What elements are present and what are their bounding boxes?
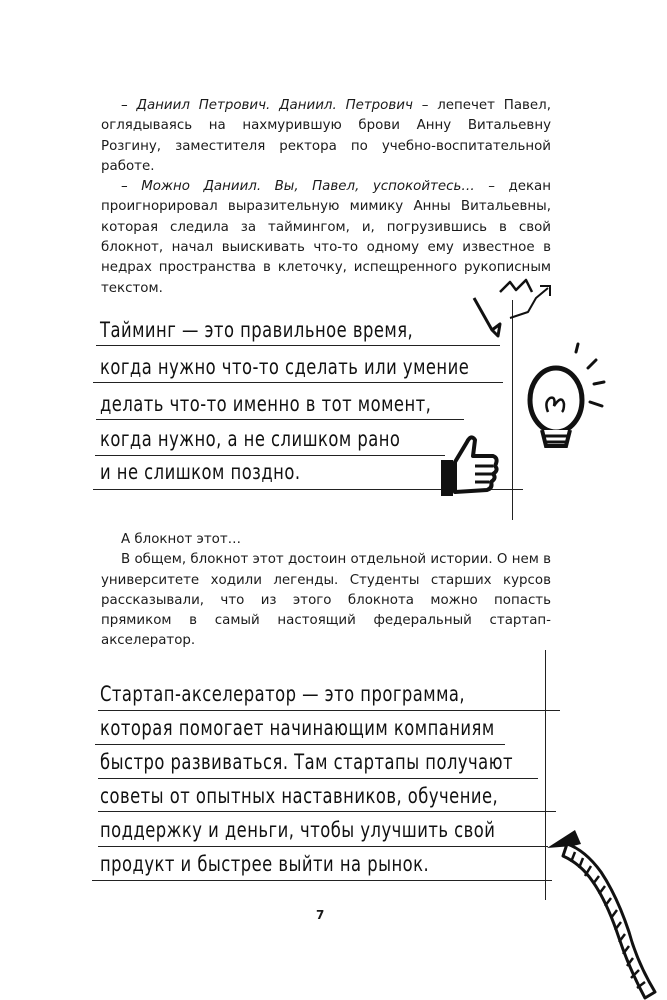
prose-top (101, 96, 551, 299)
page-number: 7 (316, 908, 325, 922)
note-rule (93, 382, 503, 383)
note-line: когда нужно, а не слишком рано (100, 427, 401, 451)
note-rule (98, 846, 548, 847)
note-rule (98, 811, 556, 812)
growth-chart-icon (470, 278, 560, 348)
note-line: делать что-то именно в тот момент, (100, 392, 432, 416)
note-rule (98, 778, 538, 779)
note-line: советы от опытных наставников, обучение, (100, 784, 499, 808)
paragraph-text: – декан проигнорировал выразительную мимику Анны Витальевны, которая следила за таймингом, и, погрузившись в свой блокнот, начал выискивать что-то одному ему известное в недрах пространства в клеточку, испещренного рукописным текстом. (101, 179, 551, 296)
note-line: когда нужно что-то сделать или умение (100, 355, 470, 379)
note-rule (95, 455, 445, 456)
ribbon-arrow-icon (545, 822, 667, 1000)
speech-italic: – Можно Даниил. Вы, Павел, успокойтесь… (121, 179, 475, 195)
note-line: Стартап-акселератор — это программа, (100, 682, 466, 706)
thumbs-up-icon (435, 432, 505, 502)
note-line: Тайминг — это правильное время, (100, 318, 414, 342)
note-line: продукт и быстрее выйти на рынок. (100, 852, 430, 876)
note-rule (92, 880, 552, 881)
note-line: которая помогает начинающим компаниям (100, 716, 495, 740)
note-rule (96, 345, 500, 346)
note-line: быстро развиваться. Там стартапы получают (100, 750, 513, 774)
note-rule (96, 419, 464, 420)
note-rule (98, 710, 560, 711)
prose-middle (101, 530, 551, 652)
paragraph (101, 96, 551, 177)
speech-italic: – Даниил Петрович. Даниил. Петрович (121, 98, 413, 113)
light-bulb-icon (518, 348, 608, 458)
note-rule (95, 744, 505, 745)
note-line: поддержку и деньги, чтобы улучшить свой (100, 818, 496, 842)
note-line: и не слишком поздно. (100, 460, 301, 484)
paragraph: В общем, блокнот этот достоин отдельной истории. О нем в университете ходили легенды. Студенты старших курсов рассказывали, что из этого блокнота можно попасть прямиком в самый настоящий федеральный стартап-акселератор. (101, 552, 551, 649)
paragraph: А блокнот этот… (121, 532, 242, 547)
paragraph-text: – лепечет Павел, оглядываясь на нахмурившую брови Анну Витальевну Розгину, заместителя ректора по учебно-воспитательной работе. (101, 98, 551, 174)
